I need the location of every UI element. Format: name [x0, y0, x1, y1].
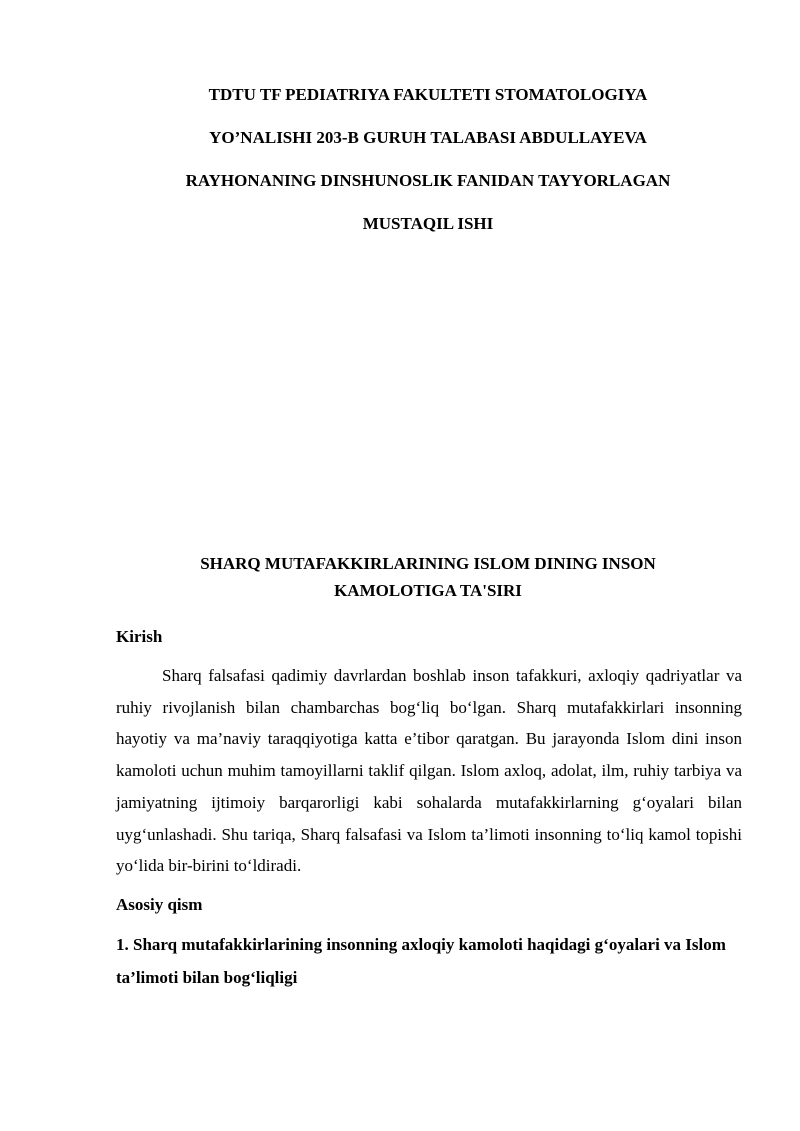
intro-heading: Kirish: [116, 627, 163, 646]
document-title: [110, 550, 746, 604]
intro-paragraph: Sharq falsafasi qadimiy davrlardan boshlab inson tafakkuri, axloqiy qadriyatlar va ruhiy rivojlanish bilan chambarchas bog‘liq bo‘lgan. Sharq mutafakkirlari insonning hayotiy va ma’naviy taraqqiyotiga katta e’tibor qaratgan. Bu jarayonda Islom dini inson kamoloti uchun muhim tamoyillarni taklif qilgan. Islom axloq, adolat, ilm, ruhiy tarbiya va jamiyatning ijtimoiy barqarorligi kabi sohalarda mutafakkirlarning g‘oyalari bilan uyg‘unlashadi. Shu tariqa, Sharq falsafasi va Islom ta’limoti insonning to‘liq kamol topishi yo‘lida bir-birini to‘ldiradi.: [116, 666, 742, 876]
cover-line: MUSTAQIL ISHI: [362, 214, 494, 233]
cover-line: TDTU TF PEDIATRIYA FAKULTETI STOMATOLOGIYA: [208, 85, 648, 104]
document-body: [116, 622, 742, 994]
cover-header: [110, 73, 746, 245]
main-heading: Asosiy qism: [116, 894, 203, 914]
cover-line: RAYHONANING DINSHUNOSLIK FANIDAN TAYYORLAGAN: [185, 171, 671, 190]
title-line: SHARQ MUTAFAKKIRLARINING ISLOM DINING INSON: [200, 554, 656, 573]
title-line: KAMOLOTIGA TA'SIRI: [334, 581, 522, 600]
section-1-title: 1. Sharq mutafakkirlarining insonning axloqiy kamoloti haqidagi g‘oyalari va Islom ta’limoti bilan bog‘liqligi: [116, 934, 726, 987]
cover-line: YO’NALISHI 203-B GURUH TALABASI ABDULLAYEVA: [209, 128, 647, 147]
